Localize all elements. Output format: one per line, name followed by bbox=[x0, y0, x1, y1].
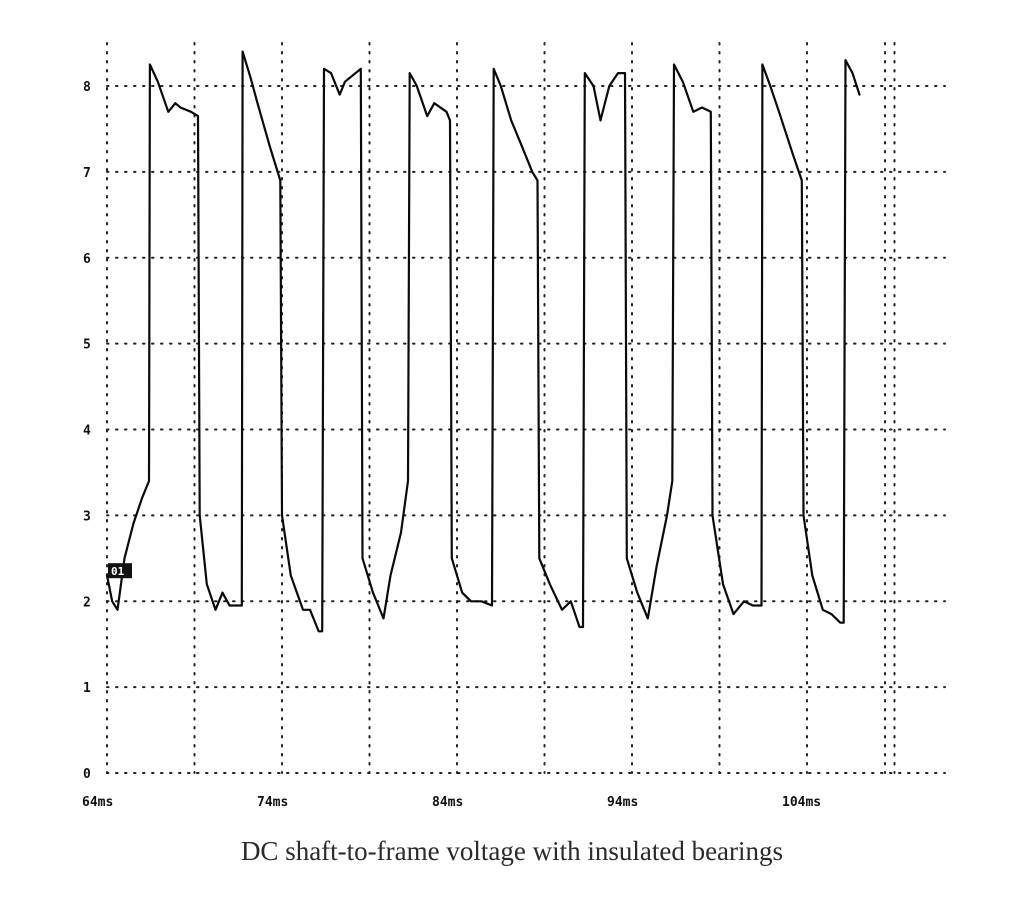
y-tick-label: 5 bbox=[83, 337, 91, 353]
y-tick-label: 2 bbox=[83, 595, 91, 611]
x-tick-label: 64ms bbox=[82, 795, 114, 810]
x-tick-label: 74ms bbox=[257, 795, 289, 810]
x-tick-label: 84ms bbox=[432, 795, 464, 810]
channel-marker bbox=[108, 563, 132, 578]
voltage-trace-line bbox=[107, 52, 860, 632]
vertical-gridlines bbox=[107, 43, 895, 773]
x-tick-label: 94ms bbox=[607, 795, 639, 810]
horizontal-gridlines bbox=[107, 86, 945, 773]
y-tick-label: 3 bbox=[83, 509, 91, 525]
x-tick-labels bbox=[82, 795, 821, 810]
channel-marker-label: 01 bbox=[111, 565, 125, 579]
y-tick-label: 0 bbox=[83, 767, 91, 782]
y-tick-label: 8 bbox=[83, 80, 91, 95]
y-tick-label: 4 bbox=[83, 423, 91, 439]
voltage-trace-group bbox=[107, 52, 860, 632]
y-tick-label: 6 bbox=[83, 251, 91, 267]
y-tick-label: 7 bbox=[83, 165, 91, 181]
figure-caption: DC shaft-to-frame voltage with insulated bearings bbox=[240, 836, 784, 866]
x-tick-label: 104ms bbox=[782, 795, 822, 810]
y-tick-label: 1 bbox=[83, 681, 91, 697]
y-tick-labels bbox=[83, 80, 91, 782]
